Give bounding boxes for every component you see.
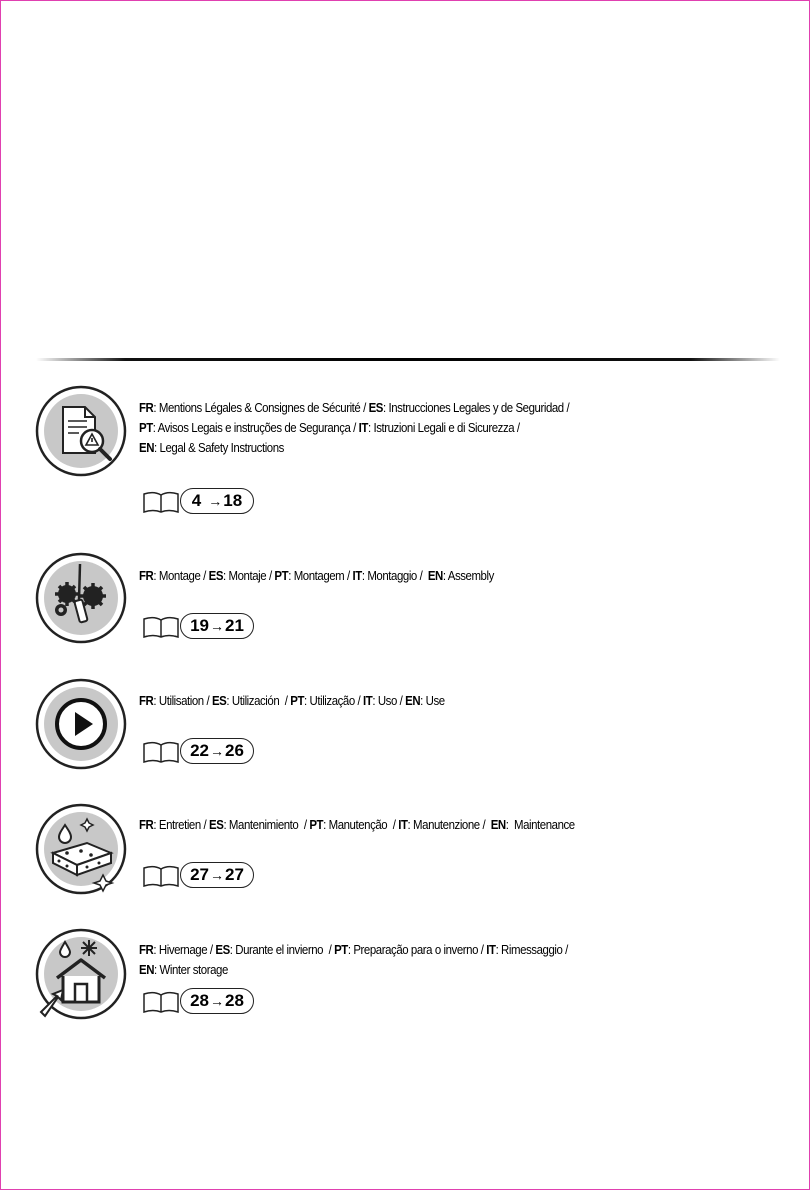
title-line (139, 566, 689, 586)
language-text: : Hivernage / (153, 942, 216, 957)
title-line (139, 940, 689, 960)
section-title-use (139, 691, 689, 711)
title-line (139, 960, 689, 980)
language-text: : Manutenção / (323, 817, 399, 832)
page-range-pill (180, 738, 254, 764)
title-line (139, 815, 689, 835)
maintenance-sponge-icon (35, 803, 127, 895)
page-from: 4 (191, 491, 202, 510)
legal-document-warning-icon (35, 385, 127, 477)
language-code: IT (352, 568, 362, 583)
language-text: : Preparação para o inverno / (347, 942, 487, 957)
language-code: FR (139, 400, 154, 415)
language-code: ES (211, 693, 227, 708)
page-range-pill (180, 862, 254, 888)
language-text: : Instrucciones Legales y de Seguridad / (383, 400, 570, 415)
language-text: : Avisos Legais e instruções de Segurança / (152, 420, 359, 435)
page-range-pill (180, 613, 254, 639)
language-code: ES (208, 568, 224, 583)
language-text: : Entretien / (153, 817, 210, 832)
language-text: : Maintenance (505, 817, 575, 832)
language-code: PT (334, 942, 348, 957)
language-text: : Istruzioni Legali e di Sicurezza / (367, 420, 520, 435)
language-text: : Manutenzione / (407, 817, 491, 832)
book-icon (142, 490, 180, 514)
language-text: : Durante el invierno / (229, 942, 335, 957)
title-line (139, 418, 689, 438)
language-code: PT (139, 420, 153, 435)
language-code: FR (139, 568, 154, 583)
book-icon (142, 740, 180, 764)
arrow-right-icon: → (210, 867, 224, 883)
language-code: EN (139, 962, 155, 977)
title-line (139, 398, 689, 418)
title-line (139, 438, 689, 458)
page-reference-maintenance (142, 862, 262, 890)
section-title-assembly (139, 566, 689, 586)
language-code: PT (274, 568, 289, 583)
play-icon (35, 678, 127, 770)
page-reference-legal (142, 488, 262, 516)
section-title-winter-storage (139, 940, 689, 980)
winter-storage-house-icon (35, 928, 127, 1020)
page-to: 21 (225, 616, 244, 635)
language-code: IT (358, 420, 368, 435)
title-line (139, 691, 689, 711)
page-from: 22 (190, 741, 209, 760)
language-text: : Rimessaggio / (495, 942, 568, 957)
language-text: : Mentions Légales & Consignes de Sécurité / (153, 400, 369, 415)
page-from: 28 (190, 991, 209, 1010)
page-range-pill (180, 988, 254, 1014)
arrow-right-icon: → (210, 743, 224, 759)
language-code: PT (309, 817, 324, 832)
arrow-right-icon: → (210, 993, 224, 1009)
language-code: IT (398, 817, 408, 832)
page-to: 27 (225, 865, 244, 884)
language-code: EN (405, 693, 421, 708)
assembly-gears-screwdriver-icon (35, 552, 127, 644)
language-text: : Winter storage (154, 962, 228, 977)
language-code: EN (490, 817, 506, 832)
language-code: EN (427, 568, 443, 583)
arrow-right-icon: → (210, 618, 224, 634)
page-from: 27 (190, 865, 209, 884)
page-from: 19 (190, 616, 209, 635)
language-text: : Montaggio / (361, 568, 428, 583)
book-icon (142, 990, 180, 1014)
page-to: 26 (225, 741, 244, 760)
page-reference-winter-storage (142, 988, 262, 1016)
language-text: : Montagem / (288, 568, 353, 583)
page-to: 18 (223, 491, 243, 510)
language-text: : Utilisation / (153, 693, 212, 708)
language-code: ES (209, 817, 224, 832)
language-code: IT (363, 693, 373, 708)
page-reference-use (142, 738, 262, 766)
page-reference-assembly (142, 613, 262, 641)
language-text: : Montage / (153, 568, 209, 583)
section-title-maintenance (139, 815, 689, 835)
language-text: : Uso / (372, 693, 406, 708)
language-text: : Utilização / (304, 693, 364, 708)
language-text: : Montaje / (223, 568, 275, 583)
arrow-right-icon: → (208, 493, 223, 509)
language-code: FR (139, 693, 154, 708)
language-code: FR (139, 942, 154, 957)
language-text: : Utilización / (226, 693, 291, 708)
page-range-pill (180, 488, 254, 514)
language-text: : Assembly (442, 568, 494, 583)
language-code: PT (290, 693, 305, 708)
separator-rule (36, 358, 780, 361)
book-icon (142, 615, 180, 639)
language-code: FR (139, 817, 154, 832)
language-code: ES (368, 400, 384, 415)
section-title-legal (139, 398, 689, 458)
language-code: IT (486, 942, 496, 957)
language-code: ES (215, 942, 230, 957)
language-text: : Legal & Safety Instructions (154, 440, 284, 455)
language-code: EN (139, 440, 155, 455)
language-text: : Mantenimiento / (223, 817, 310, 832)
language-text: : Use (420, 693, 445, 708)
book-icon (142, 864, 180, 888)
page-to: 28 (225, 991, 244, 1010)
